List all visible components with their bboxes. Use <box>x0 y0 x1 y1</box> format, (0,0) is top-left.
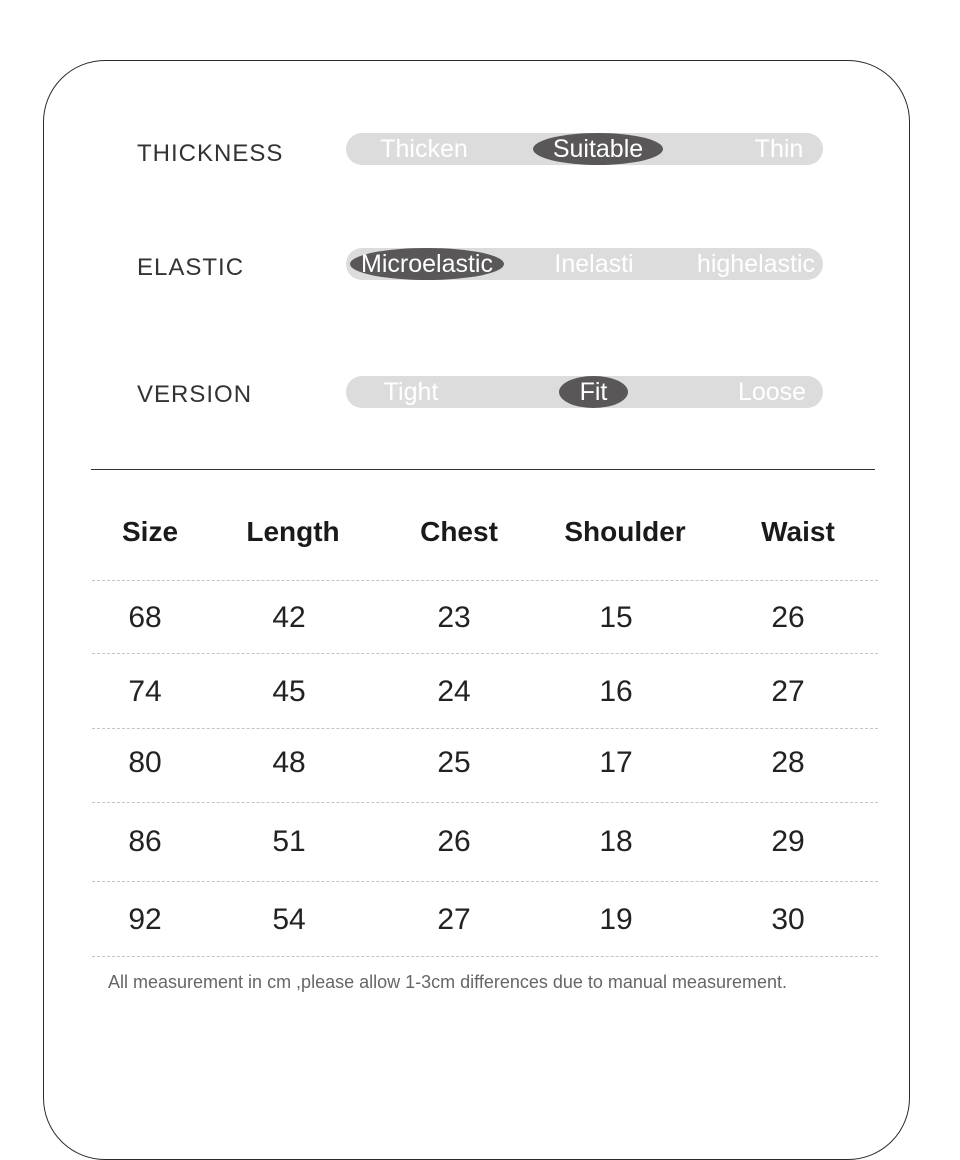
cell-length-row4: 51 <box>272 825 306 858</box>
cell-shoulder-row2: 16 <box>599 675 633 708</box>
cell-chest-row2: 24 <box>437 675 471 708</box>
cell-length-row3: 48 <box>272 746 306 779</box>
cell-chest-row4: 26 <box>437 825 471 858</box>
cell-waist-row4: 29 <box>771 825 805 858</box>
row-separator <box>92 956 878 957</box>
elastic-option-inelasti: Inelasti <box>554 250 634 278</box>
thickness-option-thin: Thin <box>754 135 804 163</box>
row-separator <box>92 728 878 729</box>
version-option-tight: Tight <box>383 378 439 406</box>
header-length: Length <box>246 516 340 547</box>
cell-chest-row5: 27 <box>437 903 471 936</box>
row-separator <box>92 653 878 654</box>
cell-shoulder-row1: 15 <box>599 601 633 634</box>
cell-chest-row3: 25 <box>437 746 471 779</box>
thickness-option-thicken: Thicken <box>380 135 468 163</box>
cell-length-row5: 54 <box>272 903 306 936</box>
cell-shoulder-row3: 17 <box>599 746 633 779</box>
header-size: Size <box>121 516 179 547</box>
header-shoulder: Shoulder <box>564 516 686 547</box>
elastic-label: ELASTIC <box>137 254 245 281</box>
header-waist: Waist <box>761 516 835 547</box>
cell-length-row1: 42 <box>272 601 306 634</box>
cell-size-row5: 92 <box>128 903 162 936</box>
header-chest: Chest <box>420 516 498 547</box>
cell-chest-row1: 23 <box>437 601 471 634</box>
version-option-loose: Loose <box>737 378 807 406</box>
cell-waist-row5: 30 <box>771 903 805 936</box>
thickness-label: THICKNESS <box>137 140 284 167</box>
row-separator <box>92 881 878 882</box>
elastic-scale <box>346 248 823 280</box>
cell-shoulder-row4: 18 <box>599 825 633 858</box>
elastic-option-highelastic: highelastic <box>696 250 816 278</box>
elastic-option-microelastic-selected: Microelastic <box>350 248 504 280</box>
cell-shoulder-row5: 19 <box>599 903 633 936</box>
version-label: VERSION <box>137 381 253 408</box>
measurement-note: All measurement in cm ,please allow 1-3cm differences due to manual measurement. <box>108 972 787 992</box>
row-separator <box>92 580 878 581</box>
cell-waist-row2: 27 <box>771 675 805 708</box>
version-option-fit-selected: Fit <box>559 376 628 408</box>
cell-waist-row1: 26 <box>771 601 805 634</box>
cell-length-row2: 45 <box>272 675 306 708</box>
cell-waist-row3: 28 <box>771 746 805 779</box>
row-separator <box>92 802 878 803</box>
version-scale <box>346 376 823 408</box>
cell-size-row3: 80 <box>128 746 162 779</box>
cell-size-row4: 86 <box>128 825 162 858</box>
cell-size-row2: 74 <box>128 675 162 708</box>
thickness-option-suitable-selected: Suitable <box>533 133 663 165</box>
thickness-scale <box>346 133 823 165</box>
cell-size-row1: 68 <box>128 601 162 634</box>
section-divider <box>91 469 875 470</box>
